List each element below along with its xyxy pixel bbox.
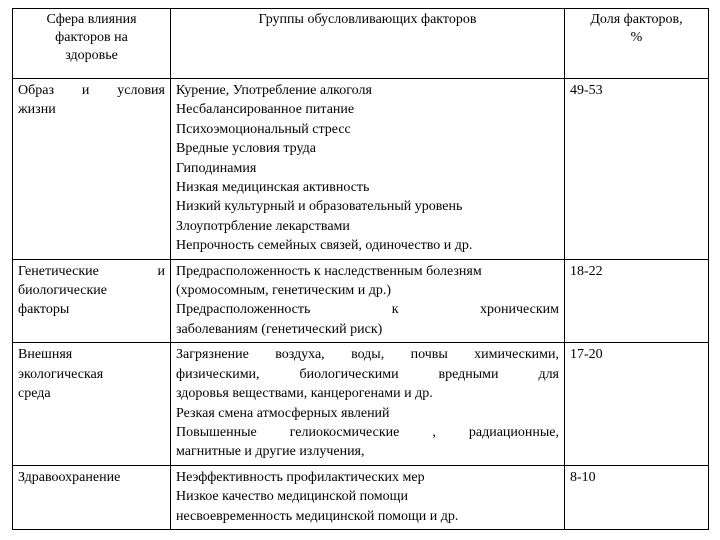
header-groups: Группы обусловливающих факторов [171,9,565,79]
sphere-cell: Здравоохранение [13,465,171,529]
factors-cell: Курение, Употребление алкоголя Несбалансированное питание Психоэмоциональный стресс Вредные условия труда Гиподинамия Низкая медицинская активность Низкий культурный и образовательный уровень Злоупотрбление лекарствами Непрочность семейных связей, одиночество и др. [171,79,565,260]
factors-cell: Неэффективность профилактических мер Низкое качество медицинской помощи несвоевременность медицинской помощи и др. [171,465,565,529]
factors-cell: Загрязнение воздуха, воды, почвы химическими, физическими, биологическими вредными для здоровья веществами, канцерогенами и др. Резкая смена атмосферных явлений Повышенные гелиокосмические , радиационные, магнитные и другие излучения, [171,343,565,465]
share-cell: 49-53 [565,79,709,260]
factors-cell: Предрасположенность к наследственным болезням (хромосомным, генетическим и др.) Предрасположенность к хроническим заболеваниям (генетический риск) [171,259,565,343]
header-sphere: Сфера влияния факторов на здоровье [13,9,171,79]
sphere-cell: Генетические и биологические факторы [13,259,171,343]
table-row [13,259,709,343]
health-factors-table [12,8,709,530]
share-cell: 17-20 [565,343,709,465]
sphere-cell: Внешняя экологическая среда [13,343,171,465]
share-cell: 8-10 [565,465,709,529]
table-row [13,343,709,465]
table-header-row [13,9,709,79]
table-row [13,465,709,529]
sphere-cell: Образ и условия жизни [13,79,171,260]
share-cell: 18-22 [565,259,709,343]
header-share: Доля факторов, % [565,9,709,79]
table-row [13,79,709,260]
